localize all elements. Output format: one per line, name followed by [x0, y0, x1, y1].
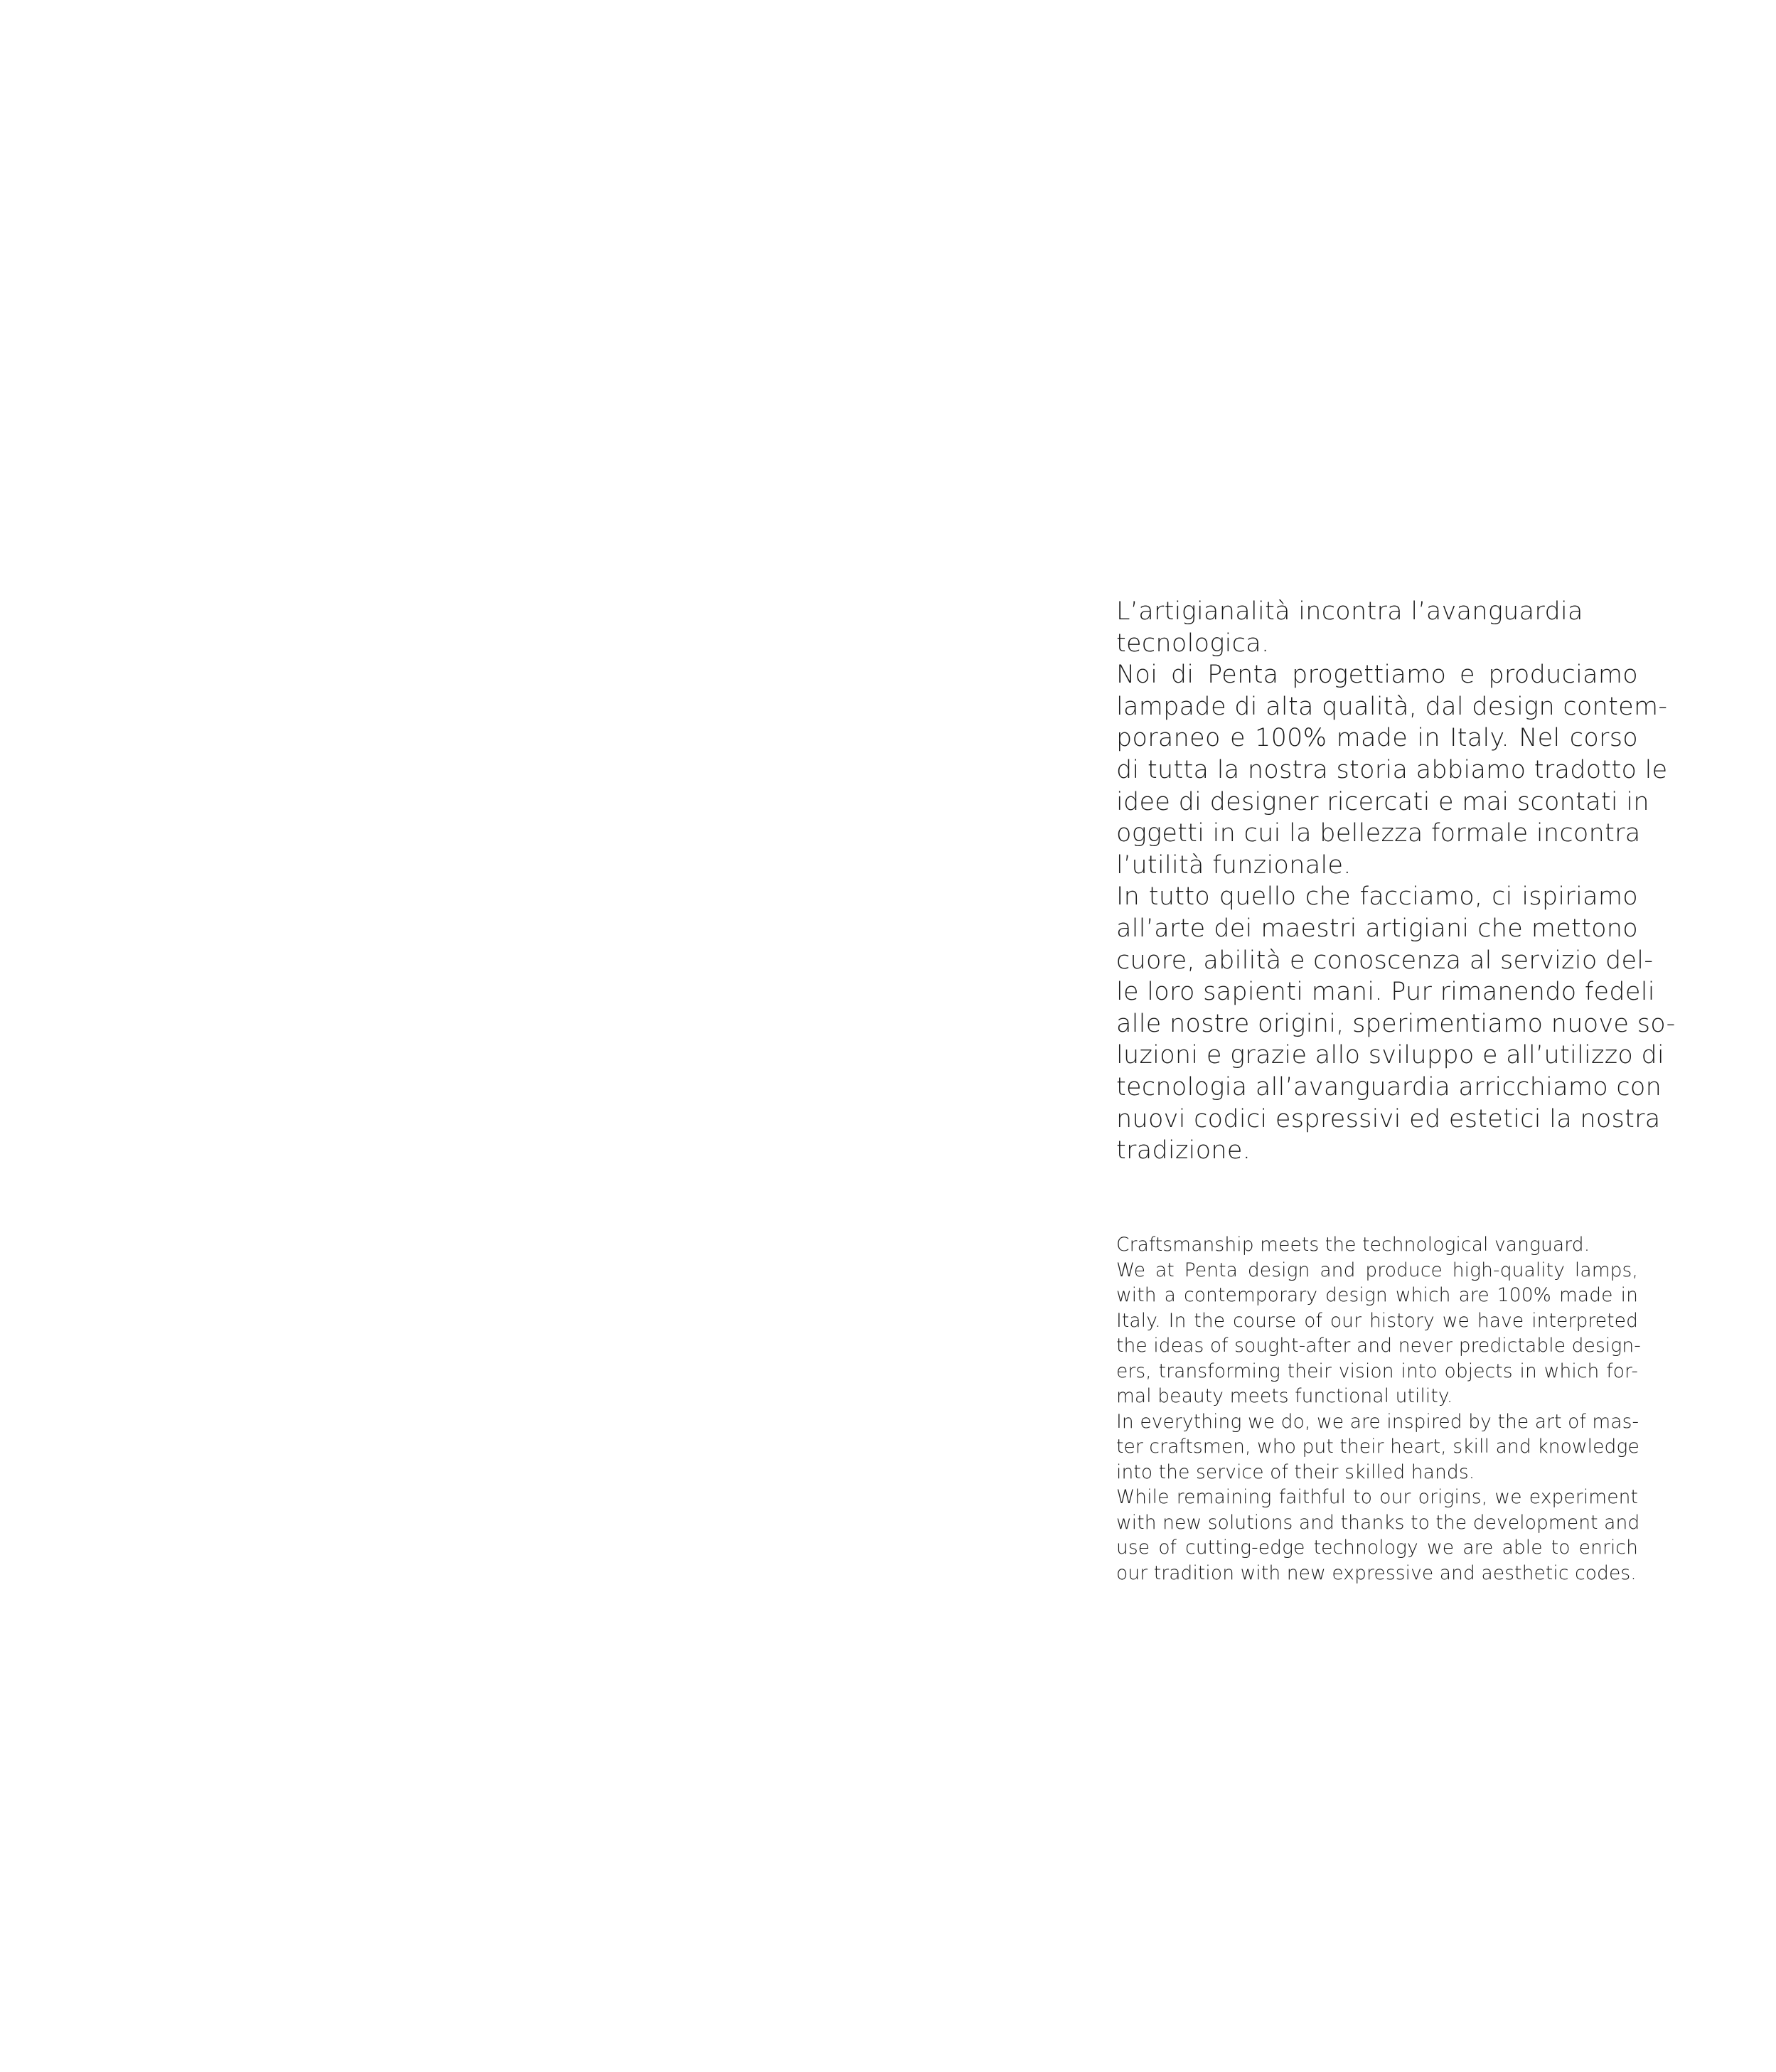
- italian-text-line: le loro sapienti mani. Pur rimanendo fedeli: [1116, 978, 1655, 1007]
- english-text-line: with new solutions and thanks to the development and: [1116, 1511, 1640, 1534]
- english-text-line: We at Penta design and produce high-quality lamps,: [1116, 1259, 1638, 1281]
- italian-text-block: [1116, 596, 1676, 1167]
- english-text-line: into the service of their skilled hands.: [1116, 1460, 1475, 1483]
- italian-text-line: lampade di alta qualità, dal design contem-: [1116, 692, 1668, 721]
- english-text-line: In everything we do, we are inspired by the art of mas-: [1116, 1410, 1639, 1433]
- italian-heading-line: tecnologica.: [1116, 629, 1270, 658]
- italian-text-line: tradizione.: [1116, 1136, 1251, 1165]
- english-text-line: the ideas of sought-after and never predictable design-: [1116, 1335, 1641, 1357]
- english-text-line: ers, transforming their vision into objects in which for-: [1116, 1360, 1638, 1382]
- italian-text-line: l’utilità funzionale.: [1116, 850, 1352, 880]
- italian-text-line: Noi di Penta progettiamo e produciamo: [1116, 661, 1638, 690]
- english-text-line: mal beauty meets functional utility.: [1116, 1385, 1453, 1407]
- italian-text-line: alle nostre origini, sperimentiamo nuove so-: [1116, 1009, 1676, 1038]
- english-text-line: While remaining faithful to our origins, we experiment: [1116, 1486, 1638, 1508]
- english-text-block: [1116, 1232, 1641, 1586]
- italian-text-line: di tutta la nostra storia abbiamo tradotto le: [1116, 755, 1668, 784]
- italian-text-line: idee di designer ricercati e mai scontati in: [1116, 787, 1649, 816]
- italian-heading-line: L’artigianalità incontra l’avanguardia: [1116, 597, 1583, 626]
- english-text-line: our tradition with new expressive and aesthetic codes.: [1116, 1561, 1637, 1584]
- english-text-line: Italy. In the course of our history we have interpreted: [1116, 1309, 1638, 1332]
- italian-text-line: all’arte dei maestri artigiani che mettono: [1116, 914, 1638, 943]
- italian-text-line: oggetti in cui la bellezza formale incontra: [1116, 819, 1641, 848]
- italian-text-line: poraneo e 100% made in Italy. Nel corso: [1116, 724, 1638, 753]
- italian-text-line: In tutto quello che facciamo, ci ispiriamo: [1116, 882, 1638, 912]
- english-text-line: ter craftsmen, who put their heart, skill and knowledge: [1116, 1436, 1639, 1458]
- english-heading-line: Craftsmanship meets the technological vanguard.: [1116, 1234, 1590, 1256]
- english-text-line: with a contemporary design which are 100% made in: [1116, 1284, 1638, 1306]
- italian-text-line: nuovi codici espressivi ed estetici la nostra: [1116, 1104, 1661, 1133]
- english-text-line: use of cutting-edge technology we are able to enrich: [1116, 1537, 1638, 1559]
- italian-text-line: luzioni e grazie allo sviluppo e all’utilizzo di: [1116, 1041, 1665, 1070]
- italian-text-line: cuore, abilità e conoscenza al servizio del-: [1116, 946, 1654, 975]
- italian-text-line: tecnologia all’avanguardia arricchiamo con: [1116, 1072, 1662, 1101]
